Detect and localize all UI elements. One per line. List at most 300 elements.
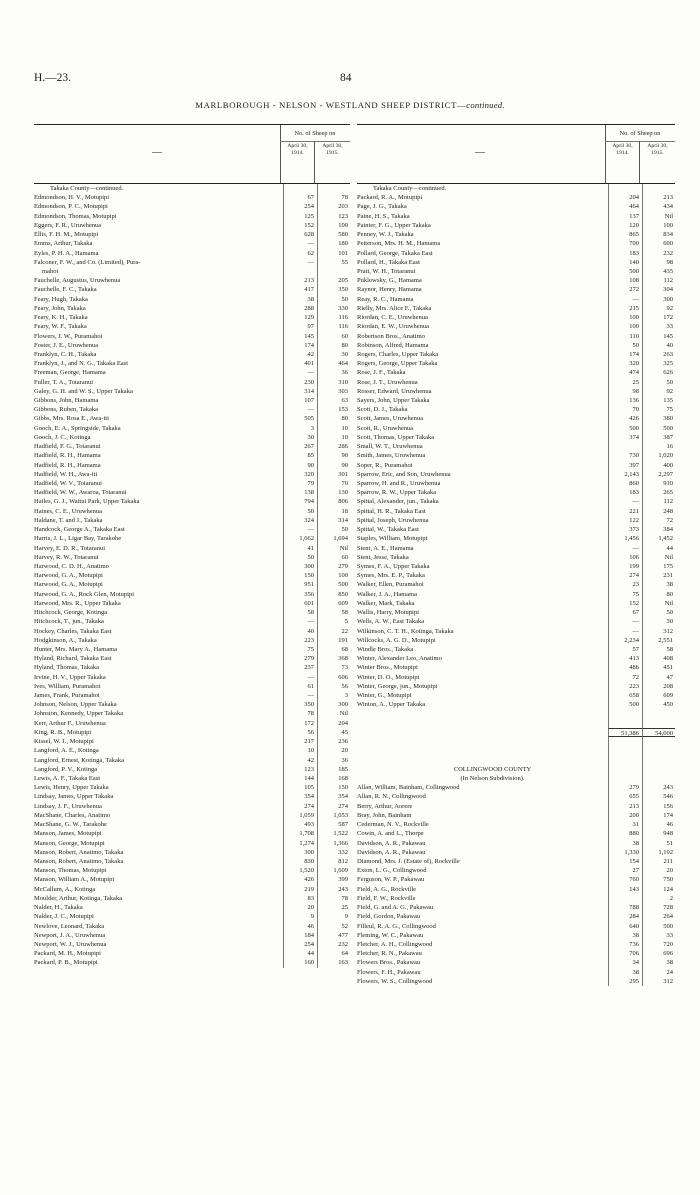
- table-row: [357, 894, 675, 903]
- sheep-1914: 110: [608, 332, 642, 341]
- owner-name: Davidson, A. R., Pakawau: [357, 839, 426, 847]
- owner-name: [357, 709, 608, 718]
- owner-name: Allan, R. N., Collingwood: [357, 793, 426, 801]
- owner-name: Manson, Robert, Anatimo, Takaka: [34, 848, 124, 856]
- sheep-1915: 153: [317, 405, 350, 414]
- right-table: [357, 124, 675, 986]
- table-row: [357, 829, 675, 838]
- sheep-1914: 1,274: [283, 839, 317, 848]
- owner-name: Sayers, John, Upper Takaka: [357, 397, 430, 405]
- table-row: [34, 590, 350, 599]
- table-row: [34, 396, 350, 405]
- sheep-1914: 413: [608, 654, 642, 663]
- sheep-1914: 951: [283, 580, 317, 589]
- sheep-1914: 51,386: [608, 728, 642, 737]
- owner-name: Field, Gordon, Pakawau: [357, 913, 421, 921]
- sheep-1914: —: [283, 405, 317, 414]
- table-row: [357, 912, 675, 921]
- sheep-1914: 72: [608, 673, 642, 682]
- table-row: [34, 820, 350, 829]
- sheep-1914: 184: [283, 931, 317, 940]
- owner-name: (In Nelson Subdivision).: [460, 775, 525, 782]
- table-row: [34, 848, 350, 857]
- sheep-1915: 609: [642, 691, 675, 700]
- table-row: [357, 442, 675, 451]
- table-row: [357, 516, 675, 525]
- sheep-1915: 213: [642, 193, 675, 202]
- header-col-1915: April 30, 1915.: [322, 143, 343, 156]
- sheep-1915: 354: [317, 792, 350, 801]
- table-row: [34, 544, 350, 553]
- owner-name: Hadfield, W. H., Awa-iti: [34, 470, 98, 478]
- owner-name: Hadfield, R. H., Hamama: [34, 461, 101, 469]
- owner-name: Hyland, Richard, Takaka East: [34, 655, 112, 663]
- owner-name: Newlove, Leonard, Takaka: [34, 922, 105, 930]
- sheep-1915: Nil: [642, 212, 675, 221]
- table-row: [357, 230, 675, 239]
- owner-name: Johnson, Nelson, Upper Takaka: [34, 701, 117, 709]
- sheep-1914: —: [283, 617, 317, 626]
- sheep-1915: 36: [317, 368, 350, 377]
- sheep-1914: 2,143: [608, 470, 642, 479]
- table-row: [357, 295, 675, 304]
- sheep-1915: 1,053: [317, 811, 350, 820]
- header-sheep-on: No. of Sheep on: [605, 127, 675, 142]
- sheep-1915: 834: [642, 230, 675, 239]
- sheep-1915: 3: [317, 691, 350, 700]
- owner-name: Gibbons, John, Hamama: [34, 397, 99, 405]
- table-row: [34, 636, 350, 645]
- owner-name: Wells, A. W., East Takaka: [357, 618, 425, 626]
- table-row: [34, 894, 350, 903]
- owner-name: Page, J. G., Takaka: [357, 203, 407, 211]
- sheep-1914: 50: [608, 341, 642, 350]
- sheep-1914: 106: [608, 553, 642, 562]
- owner-name: Winter Bros., Motupipi: [357, 664, 418, 672]
- table-row: [34, 728, 350, 737]
- table-row: [357, 719, 675, 728]
- table-row: [357, 341, 675, 350]
- sheep-1914: 314: [283, 387, 317, 396]
- sheep-1914: —: [283, 673, 317, 682]
- sheep-1915: 73: [317, 663, 350, 672]
- owner-name: MacShane, Charles, Anatimo: [34, 811, 111, 819]
- sheep-1915: 587: [317, 820, 350, 829]
- sheep-1914: 354: [283, 792, 317, 801]
- table-row: [34, 267, 350, 276]
- table-row: [34, 295, 350, 304]
- owner-name: Puklowsky, G., Hamama: [357, 277, 422, 285]
- table-row: [357, 313, 675, 322]
- table-row: [34, 922, 350, 931]
- table-row: [357, 968, 675, 977]
- sheep-1915: 150: [317, 783, 350, 792]
- sheep-1915: 123: [317, 212, 350, 221]
- table-row: [357, 479, 675, 488]
- owner-name: COLLINGWOOD COUNTY: [453, 765, 532, 773]
- sheep-1915: 232: [317, 940, 350, 949]
- sheep-1915: 52: [317, 922, 350, 931]
- sheep-1914: 267: [283, 442, 317, 451]
- owner-name: Hitchcock, George, Kotinga: [34, 609, 108, 617]
- sheep-1915: 380: [642, 414, 675, 423]
- owner-name: Edmondson, Thomas, Motupipi: [34, 212, 117, 220]
- table-row: [357, 322, 675, 331]
- header-col-1914: April 30, 1914.: [612, 143, 633, 156]
- sheep-1915: [317, 267, 350, 276]
- sheep-1914: —: [608, 617, 642, 626]
- owner-name: Winter, G., Motupipi: [357, 692, 412, 700]
- sheep-1915: [642, 184, 675, 193]
- sheep-1914: 50: [283, 507, 317, 516]
- owner-name: Ferguson, W. P., Pakawau: [357, 876, 425, 884]
- owner-name: Exton, L. G., Collingwood: [357, 867, 427, 875]
- sheep-1915: 236: [317, 737, 350, 746]
- table-row: [34, 534, 350, 543]
- table-row: [357, 544, 675, 553]
- sheep-1915: 172: [642, 313, 675, 322]
- sheep-1914: 83: [283, 894, 317, 903]
- sheep-1914: 38: [608, 839, 642, 848]
- owner-name: Spittal, H. R., Takaka East: [357, 507, 426, 515]
- owner-name: Gooch, E. A., Springside, Takaka: [34, 424, 121, 432]
- sheep-1914: [608, 774, 642, 783]
- table-row: [357, 608, 675, 617]
- sheep-1915: 78: [317, 193, 350, 202]
- owner-name: Rielly, Mrs. Alice F., Takaka: [357, 304, 432, 312]
- sheep-1915: 332: [317, 848, 350, 857]
- table-row: [357, 811, 675, 820]
- sheep-1915: 435: [642, 267, 675, 276]
- owner-name: Soper, R., Puramahoi: [357, 461, 413, 469]
- sheep-1915: 408: [642, 654, 675, 663]
- owner-name: Ellis, F. H. M., Motupipi: [34, 231, 99, 239]
- owner-name: Bray, John, Bainham: [357, 811, 412, 819]
- owner-name: Field, A. G., Rockville: [357, 885, 417, 893]
- table-row: [357, 239, 675, 248]
- sheep-1914: 70: [608, 405, 642, 414]
- owner-name: Lewis, Henry, Upper Takaka: [34, 784, 109, 792]
- table-row: [34, 249, 350, 258]
- table-row: [34, 433, 350, 442]
- sheep-1915: 60: [317, 332, 350, 341]
- table-row: [357, 258, 675, 267]
- sheep-1915: 806: [317, 497, 350, 506]
- owner-name: Feary, Hugh, Takaka: [34, 295, 88, 303]
- sheep-1914: [608, 765, 642, 774]
- table-row: [34, 424, 350, 433]
- owner-name: Hitchcock, T., jun., Takaka: [34, 618, 104, 626]
- sheep-1914: [608, 184, 642, 193]
- sheep-1915: 56: [317, 682, 350, 691]
- owner-name: Harwood, G. A., Motupipi: [34, 572, 103, 580]
- sheep-1914: 221: [608, 507, 642, 516]
- sheep-1914: 880: [608, 829, 642, 838]
- sheep-1915: 22: [317, 627, 350, 636]
- sheep-1915: 100: [317, 571, 350, 580]
- owner-name: Allan, William, Bainham, Collingwood: [357, 784, 460, 792]
- sheep-1914: 123: [283, 765, 317, 774]
- owner-name: Packard, R. A., Motupipi: [357, 194, 423, 202]
- owner-name: Robinson, Alfred, Hamama: [357, 341, 429, 349]
- sheep-1914: 493: [283, 820, 317, 829]
- sheep-1915: 1,192: [642, 848, 675, 857]
- table-row: [34, 617, 350, 626]
- owner-name: Stent, A. E., Hamama: [357, 544, 414, 552]
- sheep-1915: 368: [317, 654, 350, 663]
- sheep-1915: 387: [642, 433, 675, 442]
- owner-name: Sparrow, H. and R., Uruwhenua: [357, 480, 441, 487]
- table-row: [34, 599, 350, 608]
- sheep-1915: 500: [317, 580, 350, 589]
- sheep-1914: 374: [608, 433, 642, 442]
- table-row: [357, 654, 675, 663]
- table-row: [34, 230, 350, 239]
- owner-name: James, Frank, Puramahoi: [34, 692, 100, 700]
- section-heading: [357, 774, 675, 783]
- page-number: 84: [340, 72, 352, 84]
- sheep-1914: 62: [283, 249, 317, 258]
- sheep-1915: 72: [642, 516, 675, 525]
- table-row: [34, 341, 350, 350]
- sheep-1915: 124: [642, 885, 675, 894]
- sheep-1914: [608, 719, 642, 728]
- table-row: [357, 636, 675, 645]
- sheep-1915: [642, 746, 675, 755]
- table-row: [357, 940, 675, 949]
- owner-name: Hadfield, W. V., Totaranui: [34, 480, 102, 487]
- sheep-1914: —: [283, 368, 317, 377]
- owner-name: Pollard, George, Takaka East: [357, 249, 433, 257]
- sheep-1915: [642, 709, 675, 718]
- owner-name: Hodgkinson, A., Takaka: [34, 636, 97, 644]
- sheep-1915: 101: [317, 249, 350, 258]
- owner-name: Berry, Arthur, Aorere: [357, 802, 413, 810]
- table-row: [34, 912, 350, 921]
- owner-name: [357, 737, 608, 746]
- sheep-1915: 1,452: [642, 534, 675, 543]
- sheep-1915: 18: [317, 507, 350, 516]
- owner-name: Scott, James, Uruwhenua: [357, 415, 424, 423]
- owner-name: Rose, J. F., Takaka: [357, 369, 406, 377]
- sheep-1914: 486: [608, 663, 642, 672]
- sheep-1915: 910: [642, 479, 675, 488]
- table-row: [357, 931, 675, 940]
- sheep-1914: [608, 756, 642, 765]
- table-row: [34, 700, 350, 709]
- owner-name: Rosser, Edward, Uruwhenua: [357, 387, 432, 395]
- table-row: [357, 276, 675, 285]
- table-row: [357, 433, 675, 442]
- sheep-1914: 38: [283, 295, 317, 304]
- sheep-1914: 1,662: [283, 534, 317, 543]
- left-table-header: [34, 124, 350, 184]
- sheep-1914: 10: [283, 746, 317, 755]
- owner-name: Rose, J. T., Uruwhenua: [357, 378, 418, 386]
- sheep-1914: 30: [283, 433, 317, 442]
- sheep-1915: 55: [317, 258, 350, 267]
- sheep-1915: 168: [317, 774, 350, 783]
- table-row: [357, 424, 675, 433]
- owner-name: Harvey, R. W., Totaranui: [34, 553, 99, 561]
- table-row: [357, 414, 675, 423]
- sheep-1915: 145: [642, 332, 675, 341]
- sheep-1914: 90: [283, 461, 317, 470]
- owner-name: Pratt, W. H., Totaranui: [357, 267, 416, 275]
- table-row: [34, 663, 350, 672]
- sheep-1915: [642, 719, 675, 728]
- owner-name: Sparrow, Eric, and Son, Uruwhenua: [357, 470, 451, 478]
- sheep-1915: 948: [642, 829, 675, 838]
- sheep-1915: 434: [642, 202, 675, 211]
- sheep-1915: 25: [317, 903, 350, 912]
- sheep-1914: 2,234: [608, 636, 642, 645]
- section-heading: [357, 765, 675, 774]
- sheep-1915: 2: [642, 894, 675, 903]
- sheep-1914: —: [608, 627, 642, 636]
- owner-name: Harwood, Mrs. R., Upper Takaka: [34, 599, 121, 607]
- sheep-1915: 286: [317, 442, 350, 451]
- table-row: [34, 193, 350, 202]
- sheep-1914: 730: [608, 451, 642, 460]
- sheep-1915: 33: [642, 931, 675, 940]
- owner-name: Eyles, P. H. A., Hamama: [34, 249, 99, 257]
- sheep-1914: 152: [283, 221, 317, 230]
- table-row: [34, 488, 350, 497]
- owner-name: Newport, W. J., Uruwhenua: [34, 940, 107, 948]
- sheep-1915: 38: [642, 958, 675, 967]
- sheep-1914: 129: [283, 313, 317, 322]
- sheep-1915: 263: [642, 350, 675, 359]
- sheep-1914: —: [608, 295, 642, 304]
- sheep-1915: 203: [317, 202, 350, 211]
- table-row: [34, 903, 350, 912]
- owner-name: Field, G. and A. G., Pakawau: [357, 904, 434, 912]
- sheep-1914: 373: [608, 525, 642, 534]
- table-row: [34, 258, 350, 267]
- sheep-1915: 300: [317, 700, 350, 709]
- table-row: [34, 350, 350, 359]
- sheep-1915: 696: [642, 949, 675, 958]
- sheep-1915: 312: [642, 627, 675, 636]
- owner-name: Handcock, George A., Takaka East: [34, 526, 125, 534]
- sheep-1914: 474: [608, 368, 642, 377]
- sheep-1914: 137: [608, 212, 642, 221]
- page-code: H.—23.: [34, 72, 72, 84]
- owner-name: Nalder, J. C., Motupipi: [34, 913, 94, 921]
- header-dash: —: [475, 147, 485, 158]
- owner-name: [357, 756, 608, 765]
- sheep-1914: 120: [608, 221, 642, 230]
- table-row: [357, 202, 675, 211]
- sheep-1914: 174: [608, 350, 642, 359]
- sheep-1914: 44: [283, 949, 317, 958]
- owner-name: Painter, F. G., Upper Takaka: [357, 221, 431, 229]
- owner-name: Moulder, Arthur, Kotinga, Takaka: [34, 894, 123, 902]
- table-row: [34, 756, 350, 765]
- owner-name: [357, 746, 608, 755]
- sheep-1915: 300: [642, 295, 675, 304]
- owner-name: Manson, James, Motupipi: [34, 830, 102, 838]
- owner-name: Fletcher, R. N., Pakawau: [357, 950, 422, 958]
- table-row: [34, 212, 350, 221]
- sheep-1914: 85: [283, 451, 317, 460]
- owner-name: Johnston, Kennedy, Upper Takaka: [34, 710, 124, 718]
- page-title: MARLBOROUGH - NELSON - WESTLAND SHEEP DISTRICT—continued.: [195, 100, 505, 110]
- sheep-1914: 350: [283, 700, 317, 709]
- sheep-1915: Nil: [642, 599, 675, 608]
- table-row: [34, 553, 350, 562]
- table-row: [34, 719, 350, 728]
- sheep-1915: 274: [317, 802, 350, 811]
- owner-name: Diamond, Mrs. J. (Estate of), Rockville: [357, 857, 460, 865]
- sheep-1915: 116: [317, 313, 350, 322]
- table-row: [34, 507, 350, 516]
- sheep-1914: —: [283, 525, 317, 534]
- table-row: [357, 497, 675, 506]
- sheep-1915: [317, 184, 350, 193]
- owner-name: Scott, D. J., Takaka: [357, 406, 408, 414]
- sheep-1914: 20: [283, 903, 317, 912]
- table-row: [357, 691, 675, 700]
- table-row: [357, 922, 675, 931]
- table-row: [34, 839, 350, 848]
- sheep-1915: 135: [642, 396, 675, 405]
- owner-name: Galey, G. H. and W. S., Upper Takaka: [34, 387, 133, 395]
- sheep-1915: 450: [642, 700, 675, 709]
- sheep-1914: 58: [283, 608, 317, 617]
- owner-name: Ives, William, Puramahoi: [34, 682, 101, 690]
- table-row: [34, 368, 350, 377]
- table-row: [34, 811, 350, 820]
- sheep-1914: [608, 442, 642, 451]
- sheep-1914: 426: [608, 414, 642, 423]
- sheep-1915: 208: [642, 682, 675, 691]
- table-row: [357, 737, 675, 746]
- sheep-1915: 609: [317, 599, 350, 608]
- sheep-1915: 70: [317, 479, 350, 488]
- owner-name: Harwood, C. D. H., Anatimo: [34, 562, 109, 570]
- sheep-1915: 163: [317, 958, 350, 967]
- sheep-1914: 272: [608, 285, 642, 294]
- sheep-1914: 1,708: [283, 829, 317, 838]
- owner-name: Emms, Arthur, Takaka: [34, 240, 93, 248]
- owner-name: Gooch, J. C., Kotinga: [34, 433, 91, 441]
- owner-name: Rogers, Charles, Upper Takaka: [357, 350, 439, 358]
- sheep-1914: 183: [608, 249, 642, 258]
- owner-name: Freeman, George, Hamama: [34, 369, 106, 377]
- owner-name: Scott, Thomas, Upper Takaka: [357, 433, 435, 441]
- table-row: [357, 368, 675, 377]
- owner-name: Langford, P. V., Kotinga: [34, 765, 98, 773]
- owner-name: Fletcher, A. H., Collingwood: [357, 940, 433, 948]
- table-row: [34, 387, 350, 396]
- table-row: [357, 387, 675, 396]
- owner-name: Fauchelle, Augustus, Uruwhenua: [34, 277, 121, 285]
- table-row: [34, 332, 350, 341]
- sheep-1914: 320: [608, 359, 642, 368]
- sheep-1914: 219: [283, 885, 317, 894]
- sheep-1915: Nil: [317, 709, 350, 718]
- sheep-1915: 325: [642, 359, 675, 368]
- sheep-1915: 451: [642, 663, 675, 672]
- table-row: [34, 931, 350, 940]
- sheep-1914: 215: [608, 304, 642, 313]
- owner-name: Paine, H. S., Takaka: [357, 212, 410, 220]
- owner-name: McCallum, A., Kotinga: [34, 885, 96, 893]
- sheep-1914: 788: [608, 903, 642, 912]
- owner-name: Franklyn, J., and N. G., Takaka East: [34, 360, 129, 368]
